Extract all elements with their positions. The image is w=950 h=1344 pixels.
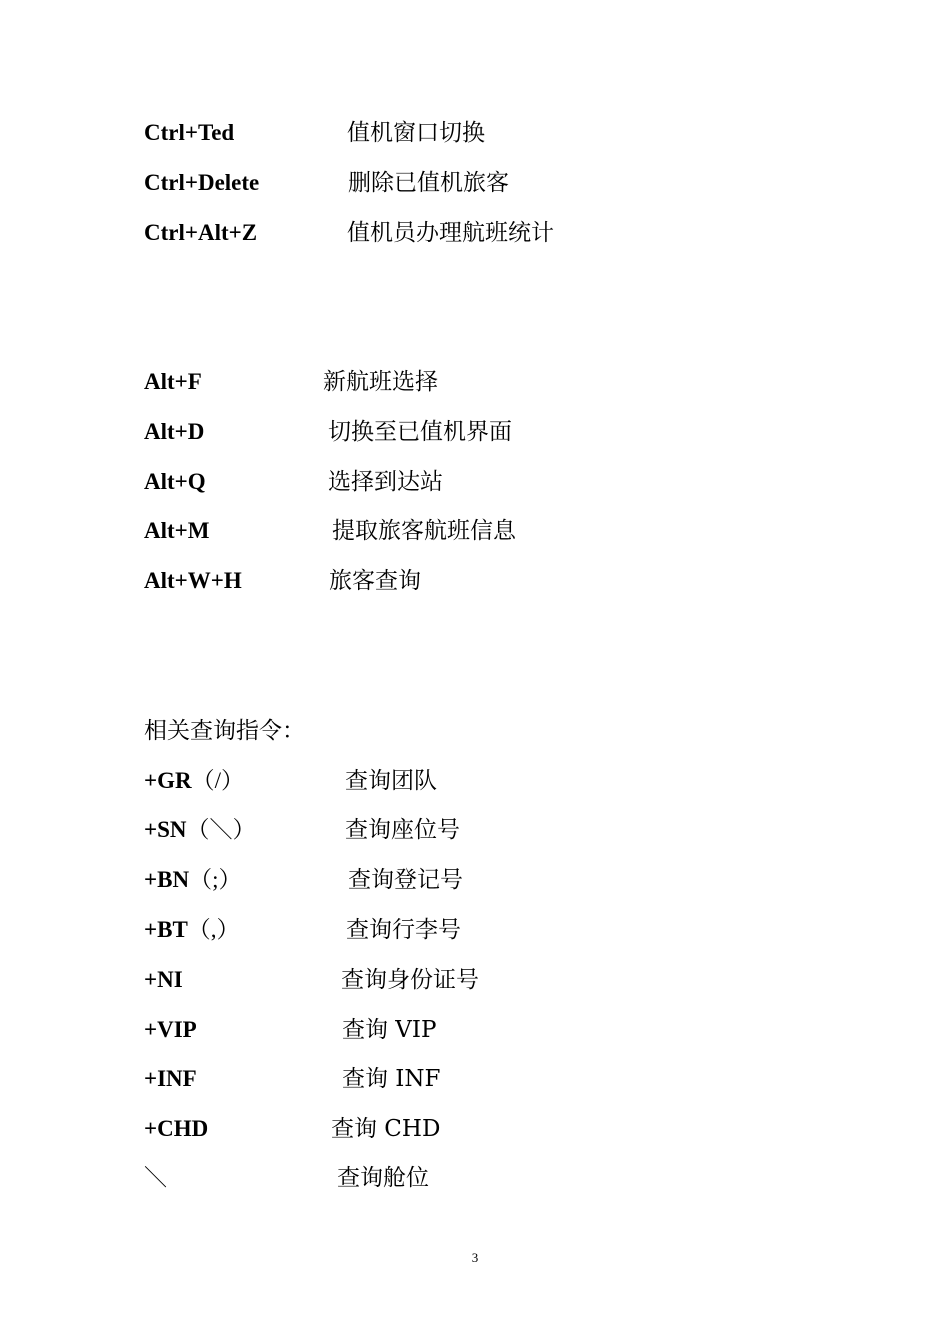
query-description: 查询 CHD (331, 1116, 441, 1142)
query-key-code: +BT (144, 917, 188, 942)
shortcut-description: 选择到达站 (328, 469, 443, 495)
query-key (144, 1059, 197, 1099)
shortcut-description: 值机窗口切换 (347, 120, 485, 146)
shortcut-key: Alt+D (144, 419, 205, 444)
query-key (144, 1158, 167, 1198)
query-key (144, 960, 183, 1000)
page-number: 3 (471, 1250, 479, 1265)
shortcut-description: 删除已值机旅客 (348, 170, 509, 196)
query-description: 查询 VIP (342, 1017, 437, 1043)
shortcut-key: Alt+Q (144, 469, 206, 494)
query-description: 查询 INF (342, 1066, 441, 1092)
shortcut-description: 值机员办理航班统计 (347, 220, 554, 246)
query-key-code: +CHD (144, 1116, 209, 1141)
shortcut-key: Ctrl+Ted (144, 120, 235, 145)
query-commands-heading: 相关查询指令： (144, 718, 305, 744)
query-key-code: +INF (144, 1066, 197, 1091)
query-key (144, 810, 256, 850)
shortcut-description: 旅客查询 (329, 568, 421, 594)
query-key-symbol: （/） (191, 768, 244, 793)
query-description: 查询座位号 (345, 817, 460, 843)
query-key-code: +VIP (144, 1017, 197, 1042)
shortcut-description: 切换至已值机界面 (328, 419, 512, 445)
query-key (144, 860, 241, 900)
query-key-code: +BN (144, 867, 190, 892)
query-key-symbol: （,） (187, 917, 240, 942)
shortcut-key: Ctrl+Delete (144, 170, 260, 195)
query-key-symbol: （＼） (186, 817, 256, 842)
query-key-code: +NI (144, 967, 183, 992)
query-description: 查询团队 (345, 768, 437, 794)
query-description: 查询行李号 (346, 917, 461, 943)
query-key-code: +SN (144, 817, 187, 842)
query-description: 查询登记号 (348, 867, 463, 893)
query-key (144, 910, 240, 950)
shortcut-key: Ctrl+Alt+Z (144, 220, 258, 245)
shortcut-key: Alt+F (144, 369, 202, 394)
query-description: 查询舱位 (337, 1165, 429, 1191)
query-key (144, 761, 244, 801)
shortcut-description: 提取旅客航班信息 (332, 518, 516, 544)
shortcut-key: Alt+M (144, 518, 210, 543)
query-key-code: ＼ (144, 1165, 167, 1190)
query-description: 查询身份证号 (341, 967, 479, 993)
query-key (144, 1109, 208, 1149)
shortcut-key: Alt+W+H (144, 568, 242, 593)
query-key-code: +GR (144, 768, 192, 793)
query-key (144, 1010, 197, 1050)
query-key-symbol: （;） (189, 867, 242, 892)
shortcut-description: 新航班选择 (323, 369, 438, 395)
